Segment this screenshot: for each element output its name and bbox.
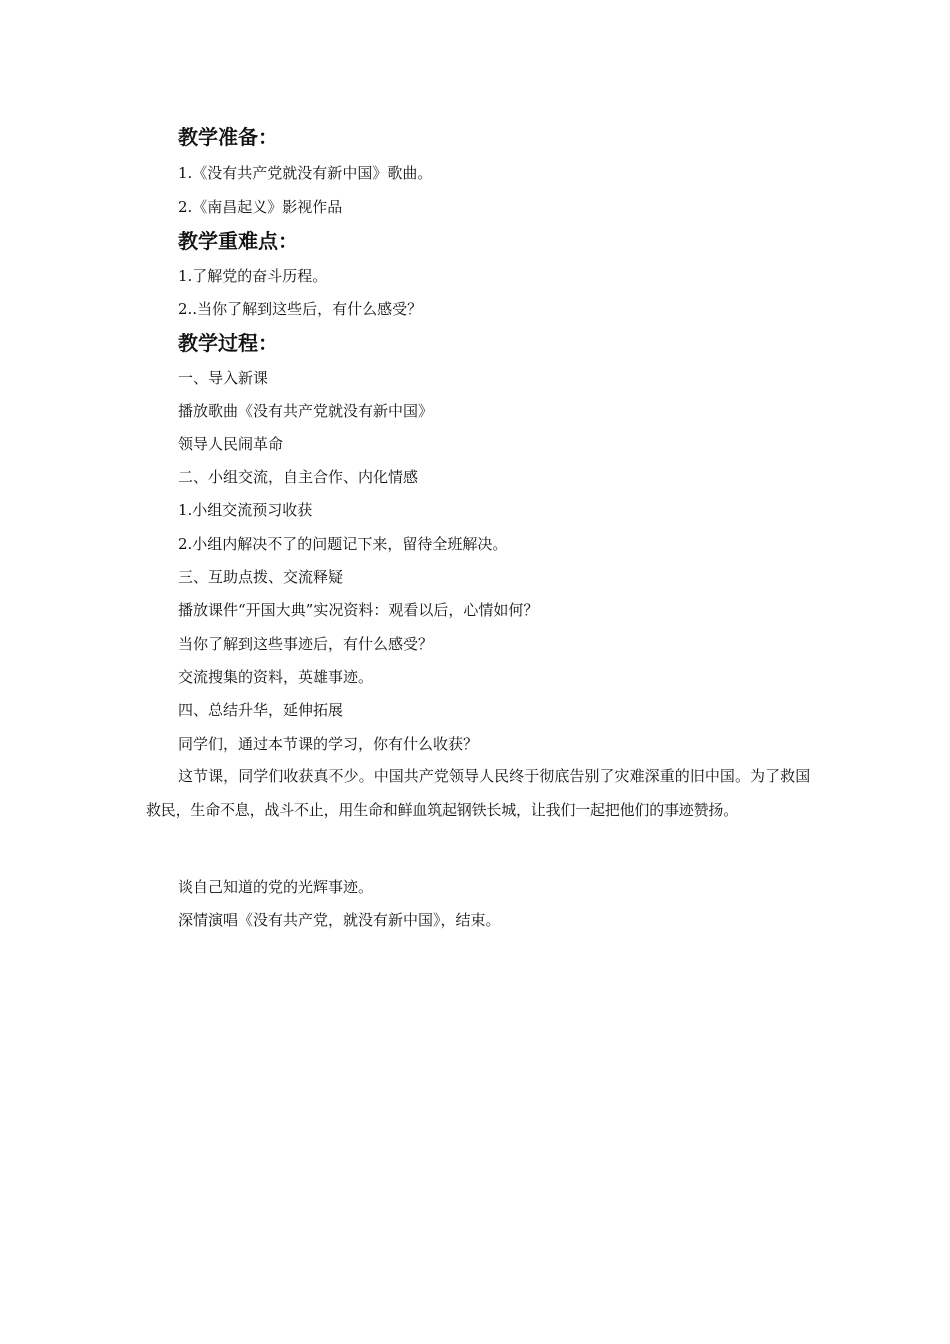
- process-line: 2.小组内解决不了的问题记下来，留待全班解决。: [178, 535, 508, 553]
- process-line: 当你了解到这些事迹后，有什么感受？: [178, 635, 434, 653]
- process-section-3: 三、互助点拨、交流释疑: [178, 568, 344, 586]
- teaching-preparation-heading: 教学准备：: [178, 125, 278, 149]
- closing-line-2: 深情演唱《没有共产党，就没有新中国》，结束。: [178, 911, 501, 929]
- process-line: 领导人民闹革命: [178, 435, 284, 453]
- process-line: 1.小组交流预习收获: [178, 501, 313, 519]
- key-point-item-1: 1.了解党的奋斗历程。: [178, 267, 328, 285]
- summary-paragraph: 这节课，同学们收获真不少。中国共产党领导人民终于彻底告别了灾难深重的旧中国。为了救国救民，生命不息，战斗不止，用生命和鲜血筑起钢铁长城，让我们一起把他们的事迹赞扬。: [146, 767, 810, 819]
- preparation-item-1: 1.《没有共产党就没有新中国》歌曲。: [178, 164, 433, 182]
- process-section-1: 一、导入新课: [178, 369, 269, 387]
- preparation-item-2: 2.《南昌起义》影视作品: [178, 198, 343, 216]
- teaching-process-heading: 教学过程：: [178, 331, 278, 355]
- process-line: 交流搜集的资料，英雄事迹。: [178, 668, 374, 686]
- closing-line-1: 谈自己知道的党的光辉事迹。: [178, 878, 374, 896]
- process-line: 播放歌曲《没有共产党就没有新中国》: [178, 402, 434, 420]
- process-line: 播放课件“开国大典”实况资料：观看以后，心情如何？: [178, 601, 539, 619]
- key-points-heading: 教学重难点：: [178, 229, 298, 253]
- process-section-2: 二、小组交流，自主合作、内化情感: [178, 468, 419, 486]
- process-line: 同学们，通过本节课的学习，你有什么收获？: [178, 735, 479, 753]
- key-point-item-2: 2..当你了解到这些后，有什么感受？: [178, 300, 423, 318]
- process-section-4: 四、总结升华，延伸拓展: [178, 701, 344, 719]
